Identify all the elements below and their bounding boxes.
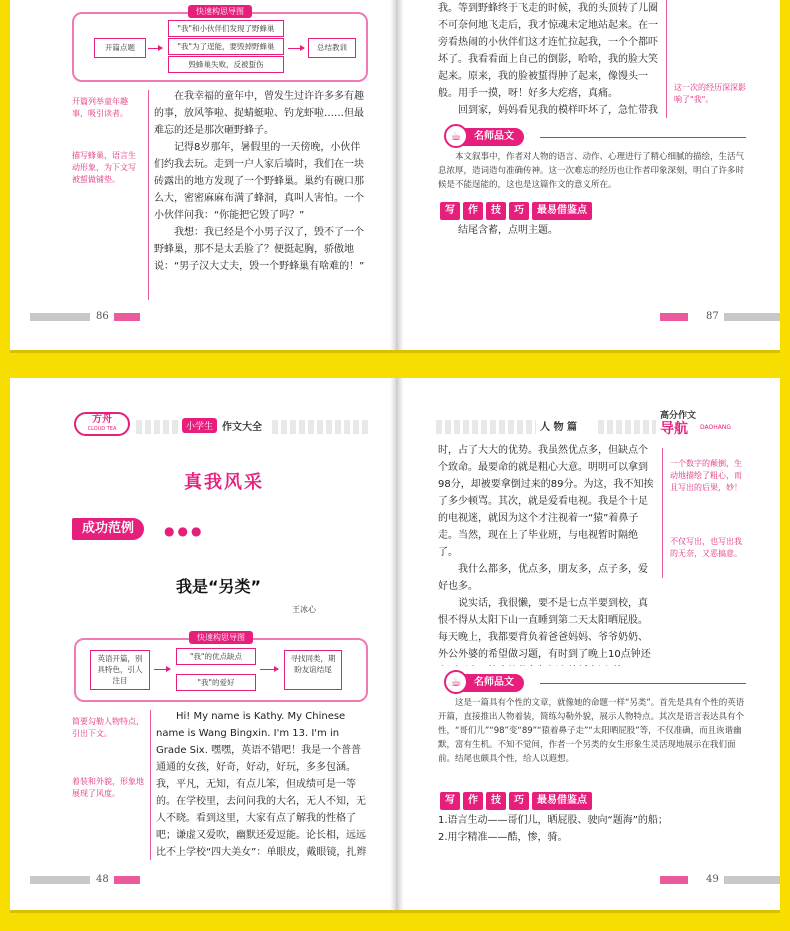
- tips-char: 作: [463, 202, 483, 220]
- map-arrow: [288, 48, 304, 49]
- tips-char: 技: [486, 202, 506, 220]
- spine-gutter: [390, 378, 404, 910]
- paragraph: 记得8岁那年，暑假里的一天傍晚，小伙伴们约我去玩。走到一户人家后墙时，我们在一块砖露出的地方发现了一个野蜂巢。巢约有碗口那么大，密密麻麻布满了蜂洞，真叫人害怕。一个小伙伴问我：“你能把它毁了吗？”: [154, 142, 364, 221]
- tips-char: 写: [440, 202, 460, 220]
- paragraph: Hi! My name is Kathy. My Chinese name is Wang Bingxin. I'm 13. I'm in Grade Six. 嘿嘿，英语不错吧！我是一个普普通通的女孩，好奇，好动，好玩，多多包涵。我，平凡，无知，有点儿笨，但成绩可是一等的。在学校里，去问问我的大名，无人不知，无人不晓。看到这里，大家有点了解我的性格了吧；谦虚又爱吹，幽默还爱逗能。论长相，远远比不上学校“四大美女”：单眼皮，戴眼镜，扎辫: [156, 711, 367, 858]
- concept-map-title: 快速构思导图: [189, 631, 253, 644]
- margin-rule: [662, 448, 663, 578]
- side-note: 简要勾勒人物特点，引出下文。: [72, 717, 144, 738]
- map-node-3: 毁蜂巢失败，反被蜇伤: [168, 56, 284, 73]
- divider: [540, 137, 746, 138]
- header-band: [272, 420, 368, 434]
- map-node-start: 开篇点题: [94, 38, 146, 58]
- map-arrow: [154, 669, 170, 670]
- footer-accent: [660, 876, 688, 884]
- essay-body: [156, 708, 368, 860]
- paragraph: 回到家，妈妈看见我的模样吓坏了，急忙带我: [457, 105, 658, 116]
- teacher-comment: 本文叙事中，作者对人物的语言、动作、心理进行了精心细腻的描绘，生活气息浓厚，造词造句准确传神。这一次难忘的经历也让作者印象深刻，明白了许多时候是不能逞能的，这也是这篇作文的意义所在。: [438, 152, 745, 190]
- map-node-end: 寻找同类，期盼友谊结尾: [284, 650, 342, 690]
- paragraph: 说实话，我很懒，要不是七点半要到校，真恨不得从太阳下山一直睡到第二天太阳晒屁股。每天晚上，我都要背负着爸爸妈妈、爷爷奶奶、外公外婆的希望做习题，有时到了晚上10点钟还: [438, 598, 651, 660]
- side-note: 一个数字的颠倒，生动地描绘了粗心，而且写出的后果，妙！: [670, 459, 742, 492]
- page-number: 86: [96, 311, 109, 322]
- side-note: 开篇列举童年趣事，吸引读者。: [72, 97, 128, 118]
- side-note: 描写蜂巢，语言生动形象，为下文写被蜇做铺垫。: [72, 151, 136, 184]
- teacup-icon: ☕: [444, 670, 468, 694]
- brand-logo: [74, 412, 130, 436]
- page-number: 87: [706, 311, 719, 322]
- writing-tips-header: [440, 202, 595, 220]
- map-node-1: "我"的优点缺点: [176, 648, 256, 665]
- tip-item: 2.用字精准——酷，惨，骑。: [438, 832, 568, 843]
- header-title: 作文大全: [222, 422, 262, 433]
- footer-accent: [114, 313, 140, 321]
- margin-rule: [148, 90, 149, 300]
- page-number: 49: [706, 874, 719, 885]
- concept-map: [72, 7, 368, 82]
- header-section: 人 物 篇: [540, 422, 577, 433]
- brand-top: 高分作文: [660, 411, 697, 421]
- paragraph: 我什么都多，优点多，朋友多，点子多，爱好也多。: [438, 564, 648, 592]
- brand-en: DAOHANG: [700, 424, 731, 431]
- banner-teacher-comment: [448, 674, 524, 692]
- essay-title: 我是“另类”: [176, 577, 262, 596]
- section-ribbon: 成功范例: [72, 518, 144, 540]
- map-node-start: 英语开篇，别具特色，引人注目: [90, 650, 150, 690]
- header-band: [436, 420, 536, 434]
- concept-map-title: 快速构思导图: [188, 5, 252, 18]
- writing-tips-text: 结尾含蓄，点明主题。: [438, 225, 558, 236]
- essay-body: [154, 88, 370, 275]
- side-note: 这一次的经历深深影响了"我"。: [674, 83, 746, 104]
- paragraph: 我。等到野蜂终于飞走的时候，我的头顶转了儿圈不可奈何地飞走后，我才惊魂未定地站起来。在一旁看热闹的小伙伴们这才连忙拉起我，一个个都吓坏了。我看看面上自己的倒影，哈哈，我的脸大笑起来。原来，我的脸被蜇得肿了起来，像馒头一般。用手一摸，呀！好多大疙瘩，真痛。: [438, 3, 658, 99]
- spine-gutter: [390, 0, 404, 350]
- header-band: [136, 420, 180, 434]
- essay-body-continued: [438, 0, 660, 118]
- side-note: 不仅写出，也写出我的无奈，又恶搞意。: [670, 537, 742, 558]
- brand-main: 导航: [660, 421, 688, 437]
- divider: [540, 683, 746, 684]
- tips-char: 巧: [509, 792, 529, 810]
- paragraph: 时，占了大大的优势。我虽然优点多，但缺点个个致命。最要命的就是粗心大意。明明可以拿到98分，却被要拿倒过来的89分。为这，我不知挨了多少顿骂。其次，就是爱看电视。我是个十足的电视迷，就因为这个才注视着一“猿”着鼻子走。当然，现在上了毕业班，与电视暂时隔绝了。: [438, 445, 654, 558]
- banner-teacher-comment: [448, 128, 524, 146]
- tips-char: 作: [463, 792, 483, 810]
- brand-logo-sub: CLOUD TEA: [87, 426, 117, 432]
- author-name: 王冰心: [292, 605, 316, 614]
- footer-bar: [30, 313, 90, 321]
- margin-rule: [150, 710, 151, 860]
- concept-map: [74, 633, 368, 702]
- page-number: 48: [96, 874, 109, 885]
- tips-subtitle: 最易借鉴点: [532, 792, 592, 810]
- map-node-2: "我"的爱好: [176, 674, 256, 691]
- tips-subtitle: 最易借鉴点: [532, 202, 592, 220]
- map-arrow: [148, 48, 162, 49]
- margin-rule: [666, 0, 667, 118]
- teacup-icon: ☕: [444, 124, 468, 148]
- tip-item: 1.语言生动——哥们儿，晒屁股、驶向“题海”的船；: [438, 815, 668, 826]
- writing-tips-list: [438, 812, 738, 846]
- book-spread-bottom: [10, 378, 780, 910]
- book-spread-top: [10, 0, 780, 350]
- map-node-end: 总结教训: [308, 38, 356, 58]
- writing-tips-header: [440, 792, 595, 810]
- map-arrow: [260, 669, 278, 670]
- footer-accent: [114, 876, 140, 884]
- header-band: [598, 420, 656, 434]
- footer-bar: [30, 876, 90, 884]
- tips-char: 巧: [509, 202, 529, 220]
- map-node-1: "我"和小伙伴们发现了野蜂巢: [168, 20, 284, 37]
- paragraph: 我想：我已经是个小男子汉了，毁不了一个野蜂巢，那不是太丢脸了？便挺起胸，骄傲地说：“男子汉大丈夫，毁一个野蜂巢有啥难的！”: [154, 227, 365, 272]
- header-badge: 小学生: [182, 418, 217, 433]
- footer-accent: [660, 313, 688, 321]
- essay-body-continued: [438, 442, 656, 666]
- ribbon-dots: ●●●: [164, 524, 205, 538]
- section-title: 真我风采: [184, 472, 264, 493]
- brand-logo-text: 方舟: [92, 414, 112, 425]
- tips-char: 写: [440, 792, 460, 810]
- paragraph: 在我幸福的童年中，曾发生过许许多多有趣的事，放风筝啦、捉蜻蜓啦、钓龙虾啦……但最难忘的还是那次砸野蜂子。: [154, 91, 364, 136]
- banner-label: 名师品文: [474, 677, 514, 688]
- teacher-comment: 这是一篇具有个性的文章，就像她的命题一样“另类”。首先是具有个性的英语开篇，直接推出人物着装，简练勾勒外貌，展示人物特点。其次是语言表达具有个性，“哥们儿”“98”变“89”“猿着鼻子走”“太阳晒屁股”等，不仅准确，而且诙谐幽默，富有生机。不知不觉间，作者一个另类的女生形象生灵活现地展示在我们面前。结尾也颇具个性，给人以遐想。: [438, 698, 745, 764]
- map-node-2: "我"为了逞能，要毁掉野蜂巢: [168, 38, 284, 55]
- footer-bar: [724, 876, 780, 884]
- tips-char: 技: [486, 792, 506, 810]
- footer-bar: [724, 313, 780, 321]
- side-note: 着装和外貌，形象地展现了风度。: [72, 777, 144, 798]
- banner-label: 名师品文: [474, 131, 514, 142]
